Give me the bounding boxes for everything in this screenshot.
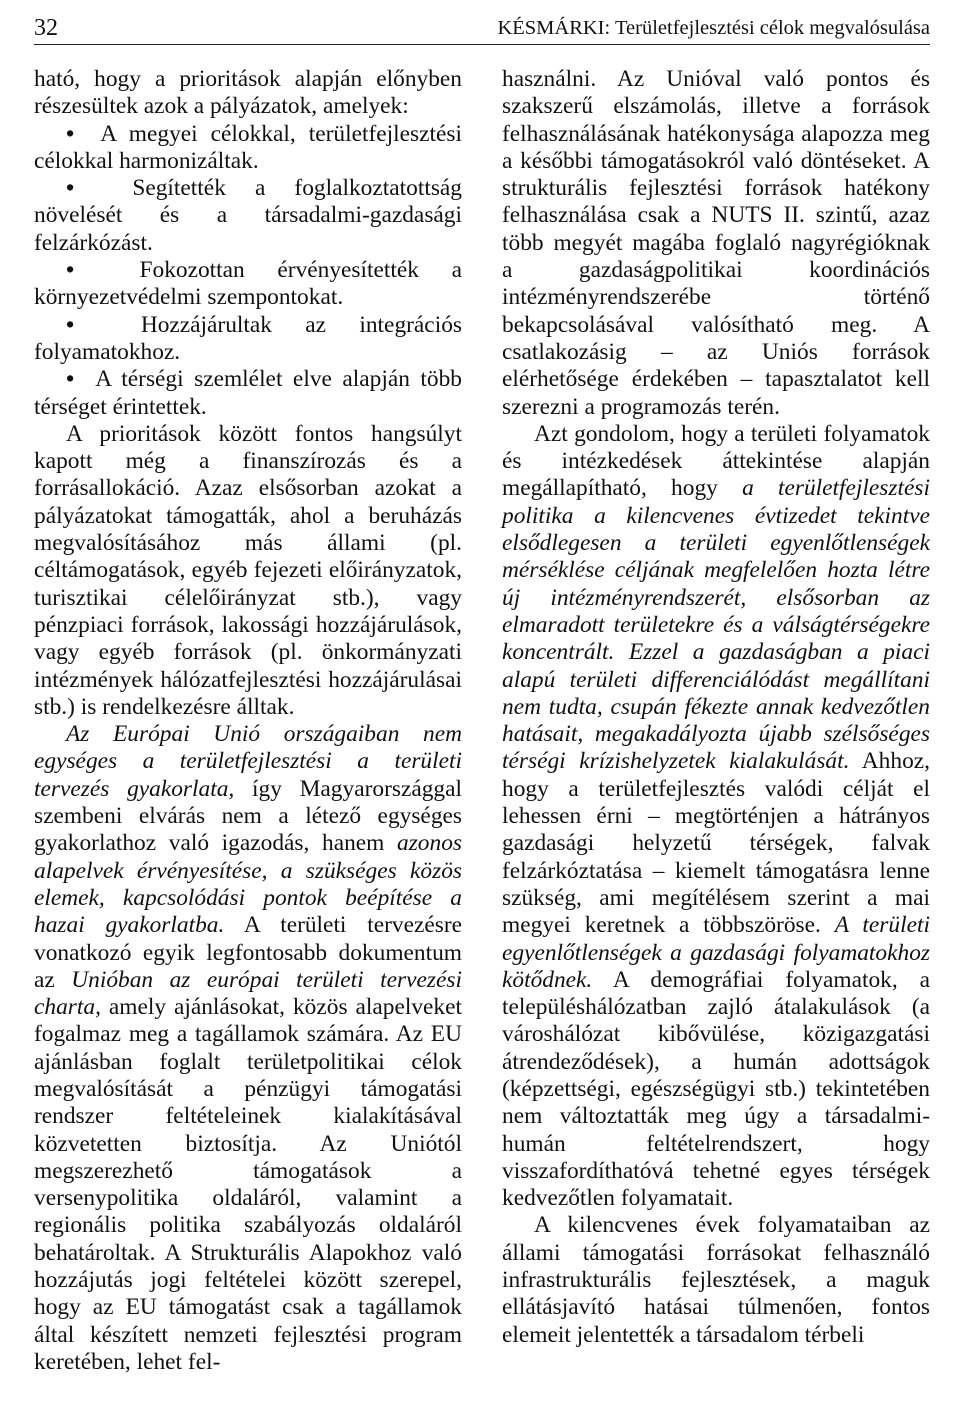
- bullet-icon: •: [66, 120, 101, 147]
- italic-text: a területfejlesztési politika a kilencvenes évtizedet tekintve elsődlegesen a területi egyenlőtlenségek mérséklése céljának megfelelően hozta létre új intézményrendszerét, elsősorban az elmaradott területekre és a válságtérségekre koncentrált. Ezzel a gazdaságban a piaci alapú területi differenciálódást megállítani nem tudta, csupán fékezte annak kedvezőtlen hatásait, megakadályozta újabb szélsőséges térségi krízishelyzetek kialakulását.: [502, 475, 930, 775]
- italic-text: Az Európai Unió országaiban nem egységes a területfejlesztési a területi tervezés gyakorlata,: [34, 721, 462, 802]
- text-run: A területi tervezésre vonatkozó egyik legfontosabb dokumentum az: [34, 912, 462, 993]
- text-run: A térségi szemlélet elve alapján több térséget érintettek.: [34, 366, 462, 420]
- bullet-item: [34, 366, 462, 421]
- text-run: használni. Az Unióval való pontos és szakszerű elszámolás, illetve a források felhasználásának hatékonysága alapozza meg a későbbi támogatásokról való döntéseket. A strukturális fejlesztési források hatékony felhasználása csak a NUTS II. szintű, azaz több megyét magába foglaló nagyrégióknak a gazdaságpolitikai koordinációs intézményrendszerébe történő bekapcsolásával valósítható meg. A csatlakozásig – az Uniós források elérhetősége érdekében – tapasztalatot kell szerezni a programozás terén.: [502, 66, 930, 420]
- text-run: A demográfiai folyamatok, a településhálózatban zajló átalakulások (a városhálózat kibővülése, közigazgatási átrendeződések), a humán adottságok (képzettségi, egészségügyi stb.) tekintetében nem változtatták meg úgy a társadalmi-humán feltételrendszert, hogy visszafordíthatóvá tehetné egyes térségek kedvezőtlen folyamatait.: [502, 966, 930, 1212]
- text-run: Segítették a foglalkoztatottság növelését és a társadalmi-gazdasági felzárkózást.: [34, 175, 462, 256]
- text-run: így Magyarországgal szembeni elvárás nem a létező egységes gyakorlathoz való igazodás, hanem: [34, 775, 462, 857]
- running-title: KÉSMÁRKI: Területfejlesztési célok megvalósulása: [497, 17, 930, 39]
- text-run: A kilencvenes évek folyamataiban az állami támogatási forrásokat felhasználó infrastrukturális fejlesztések, a maguk ellátásjavító hatásai túlmenően, fontos elemeit jelentették a társadalom térbeli: [502, 1212, 930, 1348]
- bullet-item: [34, 312, 462, 367]
- text-run: Azt gondolom, hogy a területi folyamatok és intézkedések áttekintése alapján megállapítható, hogy: [502, 420, 930, 502]
- text-run: A megyei célokkal, területfejlesztési célokkal harmonizáltak.: [34, 120, 462, 174]
- paragraph: [34, 721, 462, 1376]
- paragraph: [502, 66, 930, 421]
- text-run: A prioritások között fontos hangsúlyt kapott még a finanszírozás és a forrásallokáció. Azaz elsősorban azokat a pályázatokat támogatták, ahol a beruházás megvalósításához más állami (pl. céltámogatások, egyéb fejezeti előirányzatok, turisztikai célelőirányzat stb.), vagy pénzpiaci források, lakossági hozzájárulások, vagy egyéb források (pl. önkormányzati intézmények hálózatfejlesztési hozzájárulásai stb.) is rendelkezésre álltak.: [34, 420, 462, 720]
- bullet-item: [34, 257, 462, 312]
- bullet-item: [34, 121, 462, 176]
- bullet-icon: •: [66, 366, 96, 393]
- bullet-item: [34, 175, 462, 257]
- page-number: 32: [34, 15, 58, 41]
- text-run: Ahhoz, hogy a területfejlesztés valódi célját el lehessen érni – megtörténjen a hátrányos gazdasági helyzetű térségek, falvak felzárkóztatása – kiemelt támogatásra lenne szükség, ami megítélésem szerint a mai megyei keretnek a többszöröse.: [502, 748, 930, 939]
- bullet-icon: •: [66, 257, 140, 284]
- italic-text: A területi egyenlőtlenségek a gazdasági folyamatokhoz kötődnek.: [502, 912, 930, 993]
- paragraph: [34, 421, 462, 721]
- right-text-column: [502, 66, 930, 1349]
- text-run: Hozzájárultak az integrációs folyamatokhoz.: [34, 311, 462, 365]
- italic-text: Unióban az európai területi tervezési charta,: [34, 966, 462, 1021]
- italic-text: azonos alapelvek érvényesítése, a szükséges közös elemek, kapcsolódási pontok beépítése a hazai gyakorlatba.: [34, 830, 462, 939]
- bullet-icon: •: [66, 175, 133, 202]
- text-run: Fokozottan érvényesítették a környezetvédelmi szempontokat.: [34, 257, 463, 311]
- paragraph: [34, 66, 462, 121]
- text-run: amely ajánlásokat, közös alapelveket fogalmaz meg a tagállamok számára. Az EU ajánlásban foglalt területpolitikai célok megvalósítását a pénzügyi támogatási rendszer feltételeinek kialakításával közvetetten biztosítja. Az Uniótól megszerezhető támogatások a versenypolitika oldaláról, valamint a regionális politika szabályozás oldaláról behatároltak. A Strukturális Alapokhoz való hozzájutás jogi feltételei között szerepel, hogy az EU támogatást csak a tagállamok által készített nemzeti fejlesztési program keretében, lehet fel-: [34, 994, 462, 1375]
- left-text-column: [34, 66, 462, 1376]
- paragraph: [502, 421, 930, 1213]
- bullet-icon: •: [66, 311, 141, 338]
- paragraph: [502, 1212, 930, 1348]
- page-header: [34, 14, 930, 45]
- text-run: ható, hogy a prioritások alapján előnyben részesültek azok a pályázatok, amelyek:: [34, 66, 462, 120]
